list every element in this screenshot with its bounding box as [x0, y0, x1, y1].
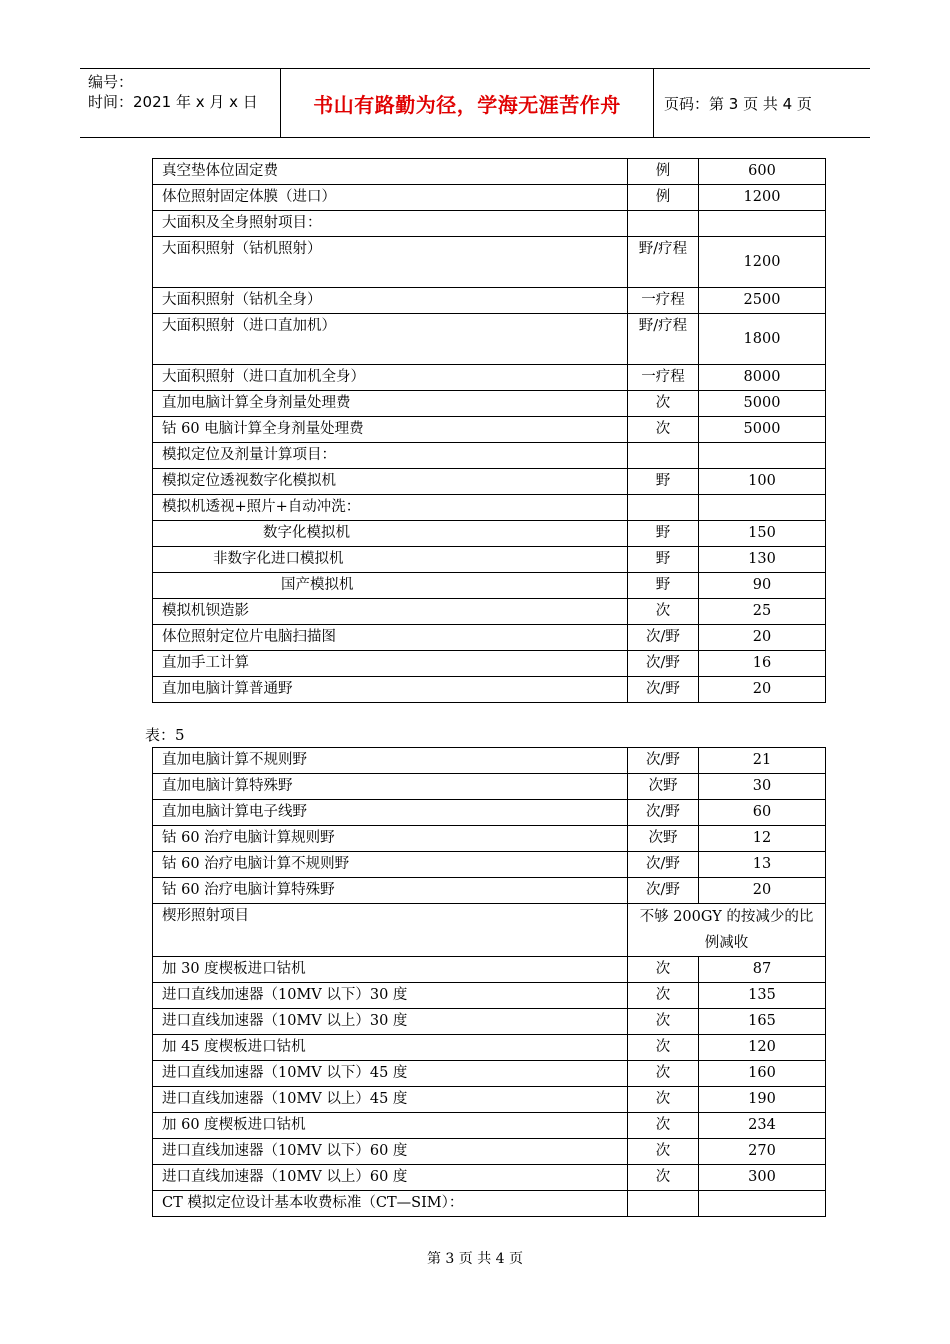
table-row	[153, 1087, 826, 1113]
table-row	[153, 211, 826, 237]
unit-cell: 野/疗程	[628, 237, 699, 288]
table-row	[153, 1035, 826, 1061]
fee-table-2	[152, 747, 826, 1217]
table-row	[153, 547, 826, 573]
time-label: 时间：2021 年 x 月 x 日	[88, 93, 258, 111]
price-cell	[699, 443, 826, 469]
price-cell: 20	[699, 625, 826, 651]
table-row	[153, 237, 826, 288]
table-row	[153, 288, 826, 314]
item-cell: 大面积照射（钴机照射）	[153, 237, 628, 288]
price-cell: 20	[699, 677, 826, 703]
unit-cell: 次/野	[628, 748, 699, 774]
table-row	[153, 1113, 826, 1139]
header-page-label: 页码：第 3 页 共 4 页	[664, 94, 812, 113]
table-row	[153, 365, 826, 391]
price-cell: 2500	[699, 288, 826, 314]
table-row	[153, 748, 826, 774]
table-caption: 表：5	[145, 726, 185, 744]
page-footer: 第 3 页 共 4 页	[426, 1251, 524, 1267]
price-cell: 5000	[699, 417, 826, 443]
item-cell: 大面积照射（钴机全身）	[153, 288, 628, 314]
unit-cell: 次	[628, 1009, 699, 1035]
price-cell: 60	[699, 800, 826, 826]
number-label: 编号：	[88, 73, 134, 91]
unit-cell: 次/野	[628, 800, 699, 826]
table-row	[153, 983, 826, 1009]
item-cell: 大面积及全身照射项目：	[153, 211, 628, 237]
item-cell: 数字化模拟机	[153, 521, 628, 547]
table-row	[153, 1165, 826, 1191]
table-row	[153, 495, 826, 521]
item-cell: 模拟机钡造影	[153, 599, 628, 625]
item-cell: 体位照射固定体膜（进口）	[153, 185, 628, 211]
item-cell: 国产模拟机	[153, 573, 628, 599]
unit-cell: 次/野	[628, 677, 699, 703]
price-cell	[699, 1191, 826, 1217]
table-row	[153, 774, 826, 800]
unit-cell: 野	[628, 521, 699, 547]
price-cell: 300	[699, 1165, 826, 1191]
item-cell: 钴 60 治疗电脑计算特殊野	[153, 878, 628, 904]
unit-cell: 次/野	[628, 852, 699, 878]
table-row	[153, 625, 826, 651]
price-cell: 13	[699, 852, 826, 878]
unit-cell	[628, 495, 699, 521]
table-row	[153, 185, 826, 211]
unit-cell: 次/野	[628, 878, 699, 904]
table-row	[153, 852, 826, 878]
price-cell: 150	[699, 521, 826, 547]
table-row	[153, 314, 826, 365]
item-cell: 直加电脑计算电子线野	[153, 800, 628, 826]
unit-cell: 次	[628, 1061, 699, 1087]
item-cell: 钴 60 治疗电脑计算规则野	[153, 826, 628, 852]
table-row	[153, 878, 826, 904]
item-cell: 进口直线加速器（10MV 以下）30 度	[153, 983, 628, 1009]
item-cell: 进口直线加速器（10MV 以上）45 度	[153, 1087, 628, 1113]
price-cell: 135	[699, 983, 826, 1009]
table-row	[153, 391, 826, 417]
unit-cell: 次	[628, 1113, 699, 1139]
unit-cell: 次	[628, 1165, 699, 1191]
table-row	[153, 957, 826, 983]
table-row	[153, 417, 826, 443]
item-cell: 钴 60 电脑计算全身剂量处理费	[153, 417, 628, 443]
note-cell: 不够 200GY 的按减少的比例减收	[628, 904, 826, 957]
table-row	[153, 1009, 826, 1035]
unit-cell	[628, 443, 699, 469]
price-cell: 234	[699, 1113, 826, 1139]
item-cell: 楔形照射项目	[153, 904, 628, 957]
price-cell: 120	[699, 1035, 826, 1061]
price-cell: 270	[699, 1139, 826, 1165]
unit-cell: 野	[628, 573, 699, 599]
price-cell: 100	[699, 469, 826, 495]
item-cell: 直加电脑计算特殊野	[153, 774, 628, 800]
item-cell: 体位照射定位片电脑扫描图	[153, 625, 628, 651]
price-cell: 600	[699, 159, 826, 185]
item-cell: 钴 60 治疗电脑计算不规则野	[153, 852, 628, 878]
item-cell: 直加电脑计算不规则野	[153, 748, 628, 774]
table-row	[153, 521, 826, 547]
item-cell: 加 45 度楔板进口钴机	[153, 1035, 628, 1061]
table-row	[153, 904, 826, 957]
unit-cell: 次野	[628, 826, 699, 852]
price-cell: 130	[699, 547, 826, 573]
unit-cell: 次	[628, 417, 699, 443]
unit-cell: 次	[628, 1087, 699, 1113]
table-row	[153, 1061, 826, 1087]
item-cell: 进口直线加速器（10MV 以下）45 度	[153, 1061, 628, 1087]
item-cell: 模拟定位透视数字化模拟机	[153, 469, 628, 495]
item-cell: 直加电脑计算全身剂量处理费	[153, 391, 628, 417]
price-cell: 1200	[699, 185, 826, 211]
unit-cell: 野	[628, 469, 699, 495]
table-row	[153, 800, 826, 826]
unit-cell: 次	[628, 599, 699, 625]
unit-cell: 一疗程	[628, 288, 699, 314]
price-cell	[699, 211, 826, 237]
unit-cell: 次野	[628, 774, 699, 800]
price-cell: 165	[699, 1009, 826, 1035]
price-cell: 5000	[699, 391, 826, 417]
table-row	[153, 599, 826, 625]
table-row	[153, 677, 826, 703]
header-motto: 书山有路勤为径，学海无涯苦作舟	[281, 69, 654, 137]
unit-cell: 次	[628, 1139, 699, 1165]
price-cell: 20	[699, 878, 826, 904]
price-cell: 160	[699, 1061, 826, 1087]
table-row	[153, 826, 826, 852]
unit-cell	[628, 1191, 699, 1217]
table-row	[153, 469, 826, 495]
item-cell: 非数字化进口模拟机	[153, 547, 628, 573]
item-cell: 大面积照射（进口直加机）	[153, 314, 628, 365]
unit-cell: 次	[628, 391, 699, 417]
item-cell: 模拟定位及剂量计算项目：	[153, 443, 628, 469]
price-cell: 1800	[699, 314, 826, 365]
table-row	[153, 1139, 826, 1165]
unit-cell: 次/野	[628, 625, 699, 651]
price-cell: 12	[699, 826, 826, 852]
unit-cell	[628, 211, 699, 237]
unit-cell: 次	[628, 957, 699, 983]
item-cell: 加 30 度楔板进口钴机	[153, 957, 628, 983]
price-cell: 190	[699, 1087, 826, 1113]
item-cell: CT 模拟定位设计基本收费标准（CT—SIM）：	[153, 1191, 628, 1217]
unit-cell: 次	[628, 1035, 699, 1061]
item-cell: 真空垫体位固定费	[153, 159, 628, 185]
fee-table-1	[152, 158, 826, 703]
unit-cell: 一疗程	[628, 365, 699, 391]
price-cell: 25	[699, 599, 826, 625]
item-cell: 加 60 度楔板进口钴机	[153, 1113, 628, 1139]
price-cell: 16	[699, 651, 826, 677]
item-cell: 进口直线加速器（10MV 以下）60 度	[153, 1139, 628, 1165]
page-header	[80, 68, 870, 138]
table-row	[153, 1191, 826, 1217]
item-cell: 直加手工计算	[153, 651, 628, 677]
table-row	[153, 651, 826, 677]
price-cell: 8000	[699, 365, 826, 391]
unit-cell: 次	[628, 983, 699, 1009]
price-cell: 87	[699, 957, 826, 983]
unit-cell: 野/疗程	[628, 314, 699, 365]
unit-cell: 次/野	[628, 651, 699, 677]
price-cell: 21	[699, 748, 826, 774]
price-cell: 1200	[699, 237, 826, 288]
price-cell	[699, 495, 826, 521]
unit-cell: 例	[628, 159, 699, 185]
header-meta	[80, 69, 281, 137]
price-cell: 30	[699, 774, 826, 800]
table-row	[153, 573, 826, 599]
table-row	[153, 443, 826, 469]
table-row	[153, 159, 826, 185]
item-cell: 进口直线加速器（10MV 以上）60 度	[153, 1165, 628, 1191]
item-cell: 直加电脑计算普通野	[153, 677, 628, 703]
unit-cell: 例	[628, 185, 699, 211]
price-cell: 90	[699, 573, 826, 599]
item-cell: 模拟机透视+照片+自动冲洗：	[153, 495, 628, 521]
unit-cell: 野	[628, 547, 699, 573]
item-cell: 大面积照射（进口直加机全身）	[153, 365, 628, 391]
item-cell: 进口直线加速器（10MV 以上）30 度	[153, 1009, 628, 1035]
